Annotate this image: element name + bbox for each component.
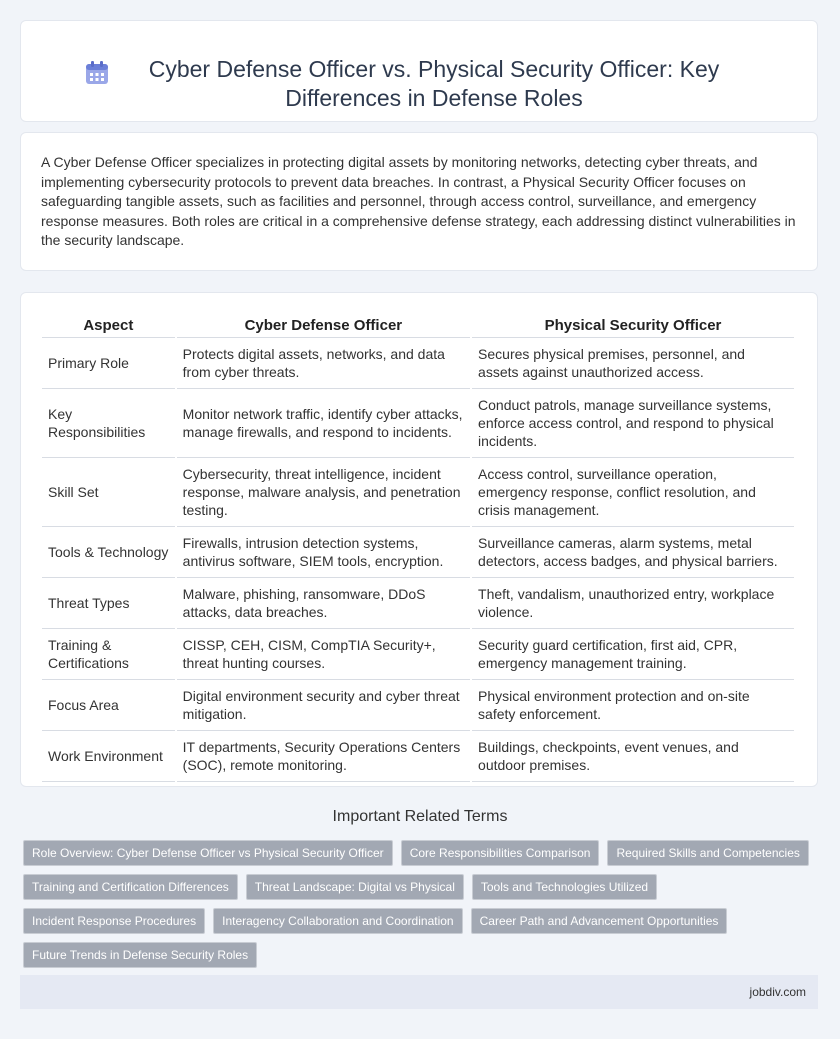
row-cyber-value: Cybersecurity, threat intelligence, incident response, malware analysis, and penetration testing. [177,458,470,527]
row-aspect: Training & Certifications [42,629,175,680]
intro-paragraph: A Cyber Defense Officer specializes in protecting digital assets by monitoring networks, detecting cyber threats, and implementing cybersecurity protocols to prevent data breaches. In contrast, a Physical Security Officer focuses on safeguarding tangible assets, such as facilities and personnel, through access control, surveillance, and emergency response measures. Both roles are critical in a comprehensive defense strategy, each addressing distinct vulnerabilities in the security landscape. [41,154,796,248]
page-title: Cyber Defense Officer vs. Physical Security Officer: Key Differences in Defense Roles [148,55,720,111]
related-term-tag[interactable]: Tools and Technologies Utilized [472,874,657,900]
row-physical-value: Theft, vandalism, unauthorized entry, workplace violence. [472,578,794,629]
row-physical-value: Physical environment protection and on-site safety enforcement. [472,680,794,731]
related-term-tag[interactable]: Incident Response Procedures [23,908,205,934]
row-aspect: Primary Role [42,338,175,389]
row-cyber-value: IT departments, Security Operations Centers (SOC), remote monitoring. [177,731,470,782]
row-physical-value: Buildings, checkpoints, event venues, and outdoor premises. [472,731,794,782]
intro-card [20,132,818,271]
row-physical-value: Security guard certification, first aid, CPR, emergency management training. [472,629,794,680]
title-card [20,20,818,122]
row-aspect: Work Environment [42,731,175,782]
related-term-tag[interactable]: Future Trends in Defense Security Roles [23,942,257,968]
related-term-tag[interactable]: Threat Landscape: Digital vs Physical [246,874,464,900]
row-aspect: Focus Area [42,680,175,731]
table-row [42,629,794,680]
row-cyber-value: Monitor network traffic, identify cyber attacks, manage firewalls, and respond to incidents. [177,389,470,458]
related-term-tag[interactable]: Career Path and Advancement Opportunities [471,908,728,934]
header-aspect: Aspect [42,313,175,338]
row-aspect: Tools & Technology [42,527,175,578]
row-cyber-value: CISSP, CEH, CISM, CompTIA Security+, threat hunting courses. [177,629,470,680]
table-row [42,338,794,389]
table-row [42,458,794,527]
related-term-tag[interactable]: Required Skills and Competencies [607,840,808,866]
row-aspect: Skill Set [42,458,175,527]
calendar-icon [84,60,110,86]
row-physical-value: Conduct patrols, manage surveillance systems, enforce access control, and respond to physical incidents. [472,389,794,458]
comparison-table [40,313,796,782]
table-row [42,680,794,731]
footer-site-link[interactable]: jobdiv.com [749,985,806,999]
row-physical-value: Access control, surveillance operation, emergency response, conflict resolution, and crisis management. [472,458,794,527]
row-cyber-value: Malware, phishing, ransomware, DDoS attacks, data breaches. [177,578,470,629]
table-header-row [42,313,794,338]
footer [20,975,818,1009]
related-terms-list [23,840,813,968]
row-cyber-value: Digital environment security and cyber threat mitigation. [177,680,470,731]
table-row [42,389,794,458]
row-aspect: Threat Types [42,578,175,629]
table-row [42,731,794,782]
row-physical-value: Secures physical premises, personnel, and assets against unauthorized access. [472,338,794,389]
header-cyber-defense-officer: Cyber Defense Officer [177,313,470,338]
related-term-tag[interactable]: Training and Certification Differences [23,874,238,900]
row-physical-value: Surveillance cameras, alarm systems, metal detectors, access badges, and physical barriers. [472,527,794,578]
row-aspect: Key Responsibilities [42,389,175,458]
row-cyber-value: Protects digital assets, networks, and data from cyber threats. [177,338,470,389]
table-row [42,527,794,578]
related-terms-heading: Important Related Terms [332,808,508,825]
header-physical-security-officer: Physical Security Officer [472,313,794,338]
table-row [42,578,794,629]
related-term-tag[interactable]: Role Overview: Cyber Defense Officer vs Physical Security Officer [23,840,393,866]
related-term-tag[interactable]: Core Responsibilities Comparison [401,840,600,866]
comparison-card [20,292,818,787]
row-cyber-value: Firewalls, intrusion detection systems, antivirus software, SIEM tools, encryption. [177,527,470,578]
related-term-tag[interactable]: Interagency Collaboration and Coordination [213,908,463,934]
